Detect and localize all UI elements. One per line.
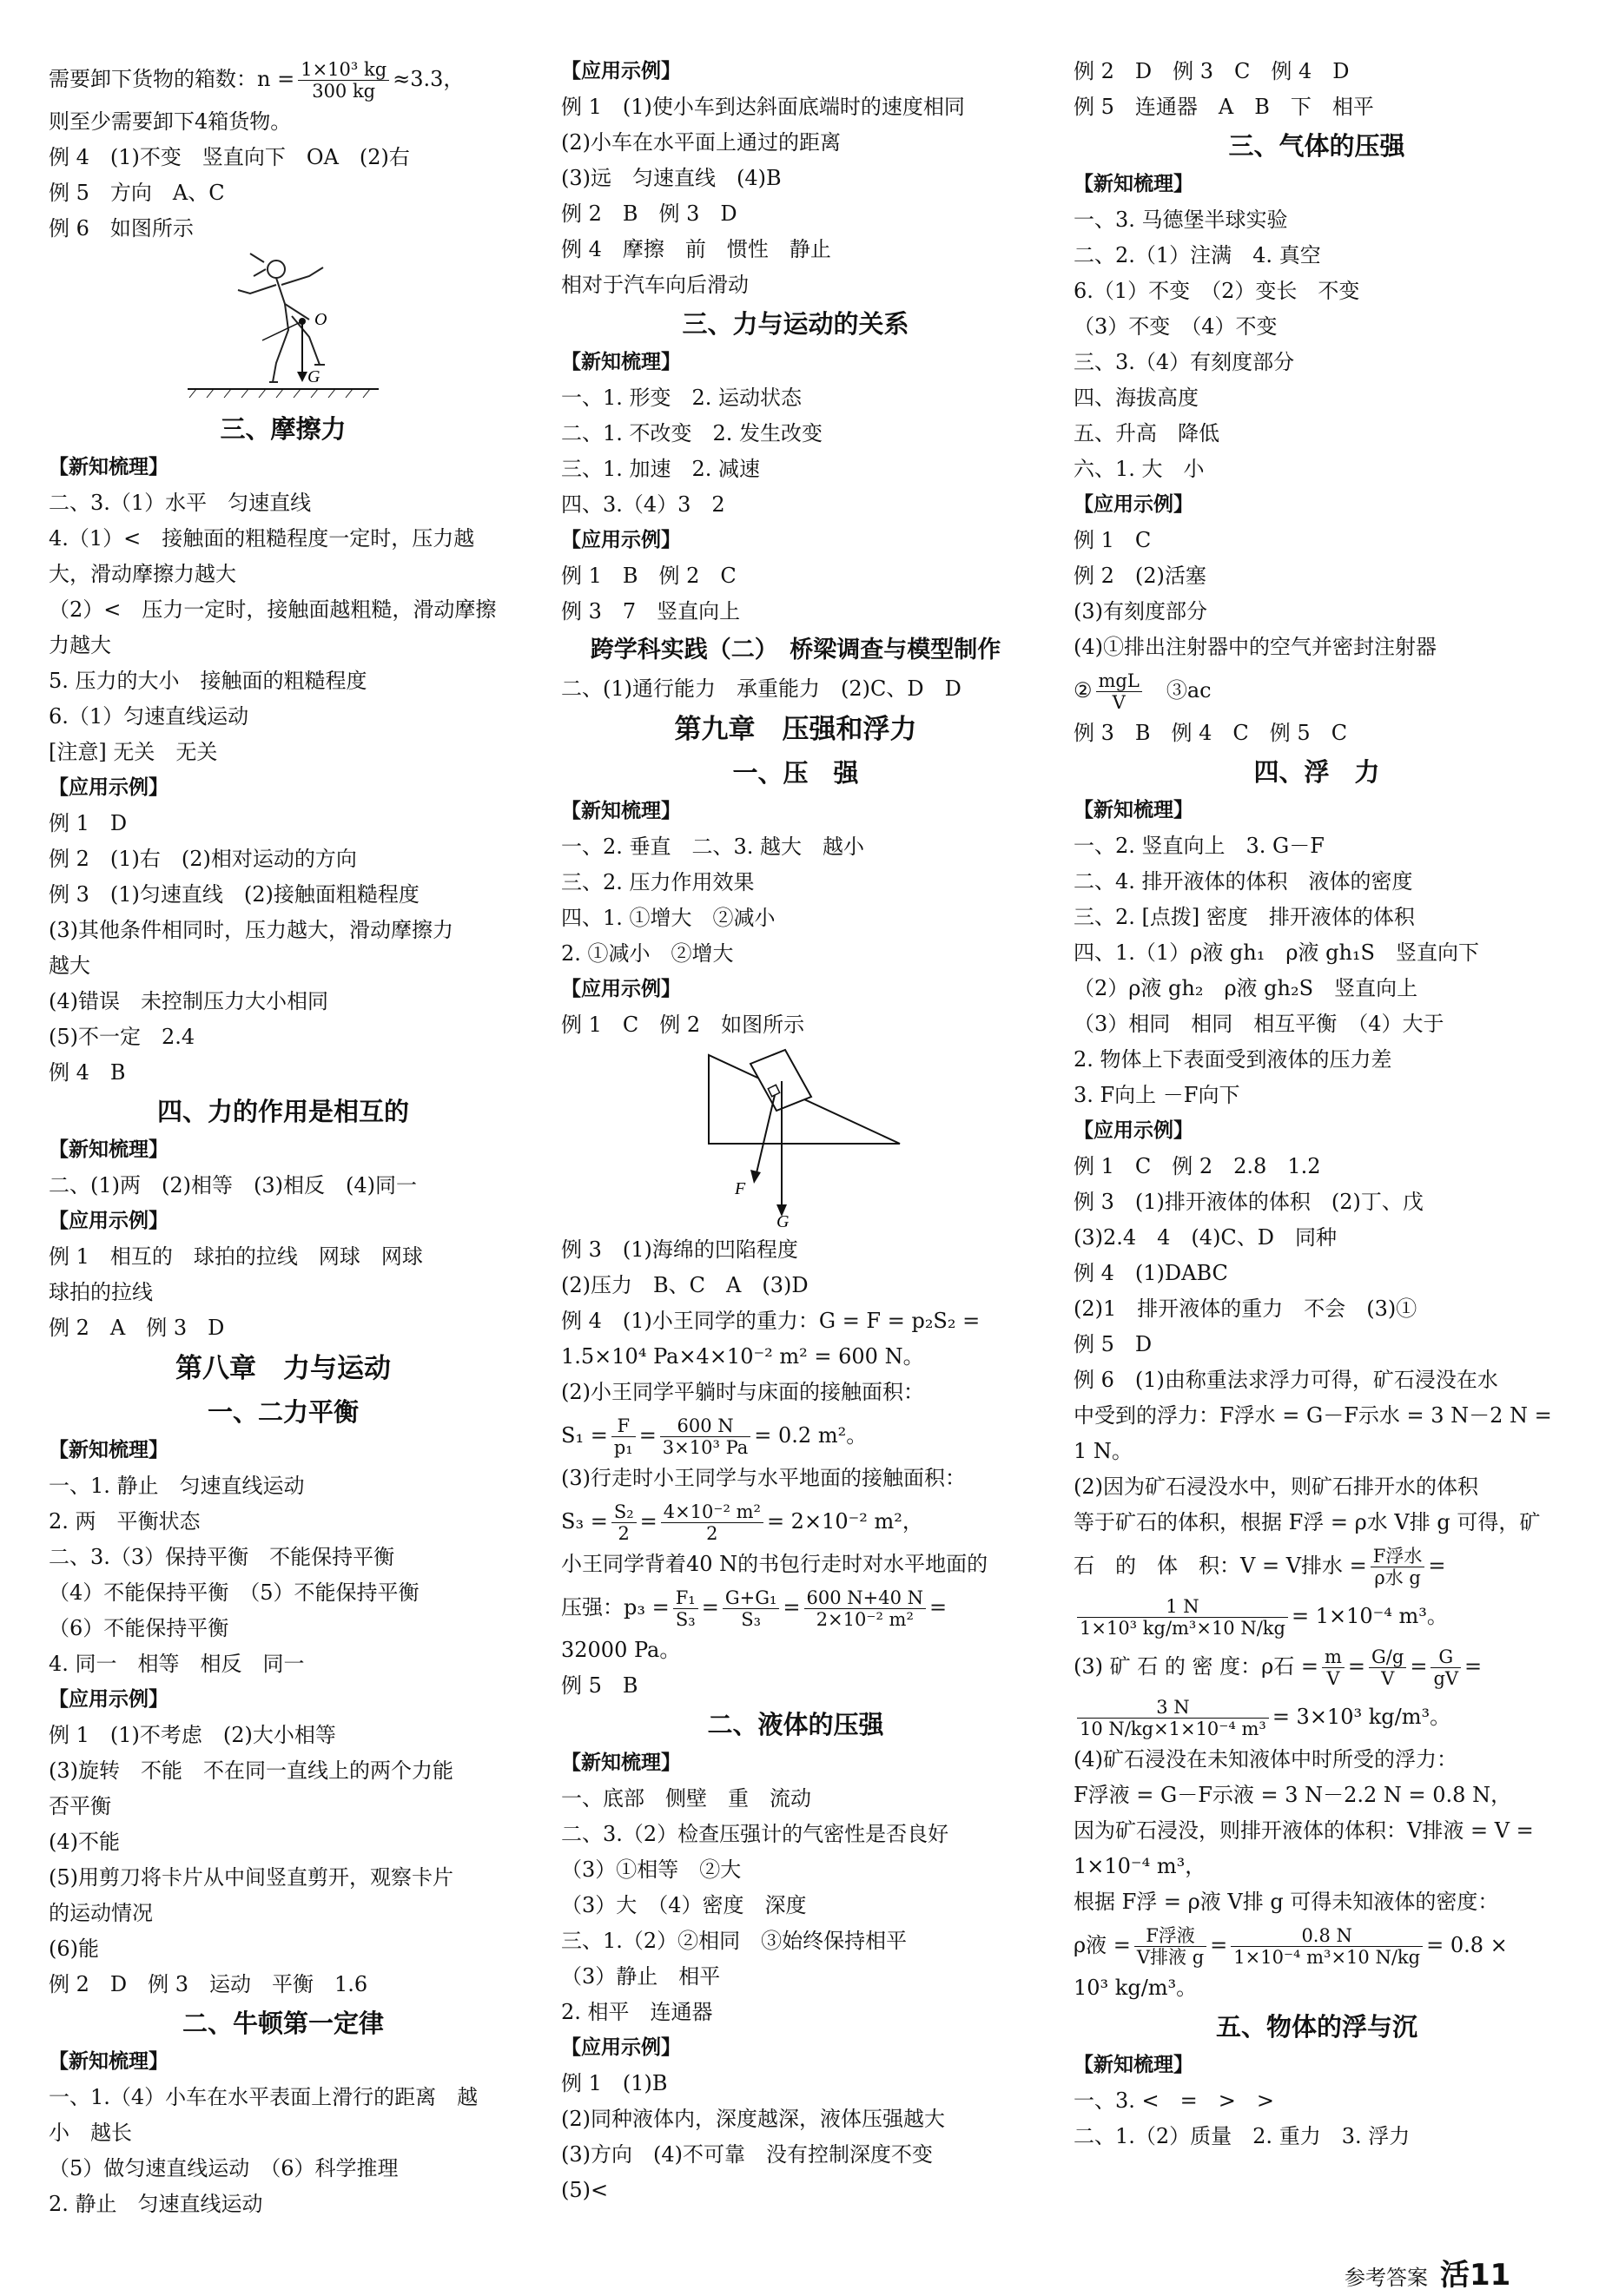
answer-line: （2）< 压力一定时，接触面越粗糙，滑动摩擦 (49, 597, 497, 622)
answer-line: 一、1.（4）小车在水平表面上滑行的距离 越 (49, 2085, 479, 2109)
answer-line: F浮液 = G－F示液 = 3 N－2.2 N = 0.8 N， (1074, 1783, 1512, 1807)
text: ≈3.3， (393, 67, 465, 91)
answer-line: 例 1 C 例 2 如图所示 (561, 1013, 805, 1037)
answer-line: (3)行走时小王同学与水平地面的接触面积： (561, 1466, 966, 1490)
answer-line: 1×10⁻⁴ m³， (1074, 1854, 1206, 1878)
answer-line: (2)同种液体内，深度越深，液体压强越大 (561, 2107, 945, 2131)
answer-line: 二、3.（2）检查压强计的气密性是否良好 (561, 1822, 949, 1846)
answer-line (49, 54, 518, 104)
fraction (1077, 1596, 1288, 1639)
answer-line: 一、1. 静止 匀速直线运动 (49, 1474, 305, 1498)
fraction (1231, 1925, 1423, 1968)
incline-diagram (561, 1046, 1030, 1227)
answer-line: （4）不能保持平衡 （5）不能保持平衡 (49, 1580, 420, 1605)
answer-line: (3)有刻度部分 (1074, 599, 1207, 623)
denominator: V排液 g (1136, 1947, 1205, 1968)
answer-line: 的运动情况 (49, 1901, 153, 1925)
answer-line: （6）不能保持平衡 (49, 1616, 229, 1640)
answer-line: 4.（1）< 接触面的粗糙程度一定时，压力越 (49, 526, 475, 551)
incline-figure (561, 1046, 1030, 1227)
answer-line: 2. ①减小 ②增大 (561, 941, 734, 966)
answer-line: (2)压力 B、C A (3)D (561, 1273, 809, 1297)
numerator: G (1431, 1646, 1461, 1668)
answer-line: 例 1 (1)B (561, 2071, 668, 2095)
section-title: 三、气体的压强 (1228, 131, 1405, 161)
numerator: 600 N+40 N (804, 1587, 927, 1609)
answer-line: 例 1 C 例 2 2.8 1.2 (1074, 1154, 1321, 1178)
denominator: V (1381, 1668, 1395, 1689)
text: = 3×10³ kg/m³。 (1272, 1705, 1451, 1729)
text: = 1×10⁻⁴ m³。 (1291, 1604, 1448, 1628)
answer-line: （3）相同 相同 相互平衡 （4）大于 (1074, 1012, 1444, 1036)
numerator: G+G₁ (723, 1587, 780, 1609)
answer-line: 二、(1)通行能力 承重能力 (2)C、D D (561, 676, 961, 701)
denominator: S₃ (675, 1609, 696, 1630)
block-heading: 【应用示例】 (1074, 1119, 1193, 1142)
answer-line: 否平衡 (49, 1794, 111, 1818)
answer-line: 例 1 C (1074, 528, 1152, 552)
text: = (1428, 1554, 1446, 1578)
text: (3) 矿 石 的 密 度：ρ石 = (1074, 1654, 1318, 1679)
answer-line: (5)用剪刀将卡片从中间竖直剪开，观察卡片 (49, 1865, 453, 1890)
answer-line: 例 3 (1)排开液体的体积 (2)丁、戊 (1074, 1190, 1424, 1214)
answer-line: 例 4 (1)小王同学的重力：G = F = p₂S₂ = (561, 1309, 981, 1333)
jumper-figure (49, 250, 518, 403)
answer-line: 1 N。 (1074, 1439, 1133, 1463)
fraction (611, 1415, 636, 1458)
answer-line: 二、1. 不改变 2. 发生改变 (561, 421, 823, 445)
answer-line: （5）做匀速直线运动 （6）科学推理 (49, 2156, 399, 2181)
fraction (1371, 1546, 1425, 1588)
answer-line: (5)不一定 2.4 (49, 1025, 195, 1049)
answer-line: 例 1 B 例 2 C (561, 564, 737, 588)
fraction (1431, 1646, 1461, 1689)
numerator: 0.8 N (1231, 1925, 1423, 1947)
answer-line: 四、1.（1）ρ液 gh₁ ρ液 gh₁S 竖直向下 (1074, 940, 1479, 965)
answer-line: 例 2 D 例 3 运动 平衡 1.6 (49, 1972, 368, 1996)
answer-line: 例 2 A 例 3 D (49, 1316, 225, 1340)
block-heading: 【新知梳理】 (49, 1138, 168, 1161)
answer-line: 一、2. 垂直 二、3. 越大 越小 (561, 835, 865, 859)
answer-line (1074, 1641, 1560, 1692)
column-middle (561, 54, 1030, 2208)
answer-line: 一、3. 马德堡半球实验 (1074, 208, 1288, 232)
answer-line (1074, 1591, 1560, 1641)
numerator: m (1322, 1646, 1345, 1668)
numerator: 1 N (1077, 1596, 1288, 1618)
answer-line: 相对于汽车向后滑动 (561, 273, 749, 297)
answer-line: 例 1 D (49, 811, 128, 835)
answer-line: 例 2 B 例 3 D (561, 201, 737, 226)
fraction (660, 1415, 750, 1458)
text: ρ液 = (1074, 1933, 1131, 1957)
answer-line: （2）ρ液 gh₂ ρ液 gh₂S 竖直向上 (1074, 976, 1418, 1000)
answer-line: 1.5×10⁴ Pa×4×10⁻² m² = 600 N。 (561, 1344, 924, 1369)
answer-line: 例 1 (1)不考虑 (2)大小相等 (49, 1723, 336, 1747)
answer-line: （3）①相等 ②大 (561, 1857, 742, 1882)
text: S₃ = (561, 1509, 608, 1534)
numerator: G/g (1369, 1646, 1406, 1668)
denominator: 3×10³ Pa (662, 1437, 749, 1458)
text: S₁ = (561, 1423, 608, 1448)
fraction (1134, 1925, 1206, 1968)
denominator: V (1112, 692, 1126, 713)
answer-line: 10³ kg/m³。 (1074, 1976, 1198, 2000)
gravity-label: G (307, 367, 320, 386)
text: = (929, 1595, 948, 1620)
answer-line: 6.（1）不变 （2）变长 不变 (1074, 279, 1360, 303)
numerator: 1×10³ kg (298, 59, 389, 81)
numerator: S₂ (611, 1501, 637, 1523)
block-heading: 【应用示例】 (49, 1210, 168, 1232)
text: = (1210, 1933, 1228, 1957)
denominator: p₁ (613, 1437, 633, 1458)
denominator: 1×10³ kg/m³×10 N/kg (1080, 1618, 1285, 1639)
answer-line: 2. 相平 连通器 (561, 2000, 713, 2024)
denominator: 2 (618, 1523, 630, 1544)
answer-line: (4)不能 (49, 1830, 120, 1854)
answer-line: (6)能 (49, 1936, 99, 1961)
answer-line: 例 3 (1)海绵的凹陷程度 (561, 1237, 798, 1262)
answer-line: 例 6 (1)由称重法求浮力可得，矿石浸没在水 (1074, 1368, 1498, 1392)
block-heading: 【应用示例】 (561, 60, 681, 82)
text: = (638, 1423, 657, 1448)
section-title: 一、压 强 (732, 758, 859, 788)
block-heading: 【应用示例】 (49, 1688, 168, 1711)
gravity-arrowhead (297, 372, 307, 382)
numerator: 3 N (1077, 1697, 1269, 1719)
section-title: 五、物体的浮与沉 (1215, 2012, 1417, 2042)
block-heading: 【新知梳理】 (1074, 173, 1193, 195)
answer-line: 三、1.（2）②相同 ③始终保持相平 (561, 1929, 908, 1953)
section-title: 三、力与运动的关系 (682, 309, 909, 339)
answer-line: 例 5 连通器 A B 下 相平 (1074, 95, 1374, 119)
answer-line: 例 1 (1)使小车到达斜面底端时的速度相同 (561, 95, 965, 119)
answer-line: 三、3.（4）有刻度部分 (1074, 350, 1295, 374)
answer-line: 二、3.（1）水平 匀速直线 (49, 491, 312, 515)
answer-line: (3)2.4 4 (4)C、D 同种 (1074, 1225, 1338, 1250)
text: = (1410, 1654, 1428, 1679)
answer-line: (4)①排出注射器中的空气并密封注射器 (1074, 635, 1437, 659)
answer-line: 一、1. 形变 2. 运动状态 (561, 386, 803, 410)
text: = (1464, 1654, 1483, 1679)
answer-line: 例 3 (1)匀速直线 (2)接触面粗糙程度 (49, 882, 420, 907)
answer-line: (2)小车在水平面上通过的距离 (561, 130, 841, 155)
answer-line: 因为矿石浸没，则排开液体的体积：V排液 = V = (1074, 1818, 1534, 1843)
answer-line: (5)< (561, 2178, 609, 2202)
block-heading: 【应用示例】 (49, 776, 168, 799)
block-heading: 【新知梳理】 (49, 2050, 168, 2073)
text: 需要卸下货物的箱数：n = (49, 67, 295, 91)
answer-line: 例 5 方向 A、C (49, 181, 225, 205)
numerator: F浮液 (1134, 1925, 1206, 1947)
denominator: 10 N/kg×1×10⁻⁴ m³ (1080, 1719, 1266, 1739)
block-heading: 【应用示例】 (561, 529, 681, 551)
answer-line: 例 2 (1)右 (2)相对运动的方向 (49, 847, 357, 871)
answer-line: (3)方向 (4)不可靠 没有控制深度不变 (561, 2142, 933, 2167)
answer-line: 一、底部 侧壁 重 流动 (561, 1786, 811, 1811)
answer-line: (2)1 排开液体的重力 不会 (3)① (1074, 1296, 1417, 1321)
section-title: 四、力的作用是相互的 (156, 1097, 409, 1126)
text: ② (1074, 678, 1093, 703)
answer-line: 小王同学背着40 N的书包行走时对水平地面的 (561, 1552, 988, 1576)
answer-line: 例 5 B (561, 1673, 638, 1698)
answer-line: 二、(1)两 (2)相等 (3)相反 (4)同一 (49, 1173, 417, 1197)
answer-line (561, 1582, 1030, 1633)
answer-line: (3)远 匀速直线 (4)B (561, 166, 782, 190)
answer-line: 3. F向上 －F向下 (1074, 1083, 1240, 1107)
section-title: 二、液体的压强 (707, 1710, 884, 1739)
footer-label: 参考答案 (1345, 2266, 1428, 2290)
text: = 0.8 × (1426, 1933, 1508, 1957)
block-heading: 【应用示例】 (561, 978, 681, 1000)
fraction (804, 1587, 927, 1630)
denominator: V (1326, 1668, 1340, 1689)
text: = (701, 1595, 719, 1620)
answer-line: 三、1. 加速 2. 减速 (561, 457, 761, 481)
denominator: 1×10⁻⁴ m³×10 N/kg (1233, 1947, 1421, 1968)
page-number: 活11 (1440, 2258, 1511, 2293)
answer-line: （3）静止 相平 (561, 1964, 721, 1989)
answer-line: 例 4 (1)DABC (1074, 1261, 1228, 1285)
answer-line: 四、3.（4）3 2 (561, 492, 725, 517)
answer-line: 例 2 (2)活塞 (1074, 564, 1206, 588)
answer-line: 大，滑动摩擦力越大 (49, 562, 236, 586)
answer-line: 4. 同一 相等 相反 同一 (49, 1652, 305, 1676)
answer-line: （3）大 （4）密度 深度 (561, 1893, 807, 1917)
section-title: 三、摩擦力 (220, 414, 347, 444)
text: = 0.2 m²。 (754, 1423, 868, 1448)
chapter-title: 第九章 压强和浮力 (674, 714, 917, 745)
fraction (1077, 1697, 1269, 1739)
answer-line: 三、2. 压力作用效果 (561, 870, 755, 894)
answer-line: 一、2. 竖直向上 3. G－F (1074, 834, 1325, 858)
chapter-title: 第八章 力与运动 (175, 1353, 391, 1384)
denominator: ρ水 g (1374, 1567, 1421, 1588)
answer-line: 六、1. 大 小 (1074, 457, 1205, 481)
text: = (783, 1595, 801, 1620)
answer-line: 二、2.（1）注满 4. 真空 (1074, 243, 1321, 267)
force-F-label: F (735, 1179, 746, 1198)
answer-line: (2)小王同学平躺时与床面的接触面积： (561, 1380, 924, 1404)
answer-line: 越大 (49, 953, 90, 978)
answer-line: 四、1. ①增大 ②减小 (561, 906, 776, 930)
block-heading: 【应用示例】 (1074, 493, 1193, 516)
answer-line: 例 3 7 竖直向上 (561, 599, 741, 623)
numerator: 4×10⁻² m² (661, 1501, 763, 1523)
denominator: 2 (706, 1523, 718, 1544)
answer-line: 例 3 B 例 4 C 例 5 C (1074, 721, 1348, 745)
block-heading: 【新知梳理】 (49, 1439, 168, 1461)
answer-line: 例 4 B (49, 1060, 126, 1085)
fraction (661, 1501, 763, 1544)
answer-line: 2. 物体上下表面受到液体的压力差 (1074, 1047, 1392, 1072)
answer-line (561, 1496, 1030, 1547)
text: = 2×10⁻² m²， (766, 1509, 923, 1534)
fraction (1369, 1646, 1406, 1689)
fraction (1096, 670, 1142, 713)
answer-line: 一、3. < = > > (1074, 2088, 1274, 2113)
answer-line: 五、升高 降低 (1074, 421, 1219, 445)
answer-line: (4)矿石浸没在未知液体中时所受的浮力： (1074, 1747, 1457, 1771)
answer-line: (4)错误 未控制压力大小相同 (49, 989, 328, 1013)
answer-line: 例 4 (1)不变 竖直向下 OA (2)右 (49, 145, 410, 169)
pressure-arrowhead (750, 1170, 761, 1184)
block-heading: 【新知梳理】 (1074, 799, 1193, 821)
pressure-force-arrow (756, 1095, 775, 1177)
numerator: mgL (1096, 670, 1142, 692)
numerator: 600 N (660, 1415, 750, 1437)
numerator: F₁ (673, 1587, 698, 1609)
answer-line: 例 1 相互的 球拍的拉线 网球 网球 (49, 1244, 423, 1269)
answer-line: 球拍的拉线 (49, 1280, 153, 1304)
block-heading: 【新知梳理】 (1074, 2054, 1193, 2076)
text: = (639, 1509, 657, 1534)
answer-line: 小 越长 (49, 2121, 132, 2145)
denominator: S₃ (741, 1609, 762, 1630)
column-left (49, 54, 518, 2222)
fraction (1322, 1646, 1345, 1689)
answer-line: (2)因为矿石浸没水中，则矿石排开水的体积 (1074, 1475, 1478, 1499)
point-O-label: O (314, 310, 327, 329)
text: ③ac (1145, 678, 1212, 703)
answer-line: 例 5 D (1074, 1332, 1153, 1356)
denominator: gV (1433, 1668, 1459, 1689)
denominator: 300 kg (312, 81, 376, 102)
answer-line: 二、3.（3）保持平衡 不能保持平衡 (49, 1545, 395, 1569)
answer-line (1074, 1692, 1560, 1742)
answer-line: 则至少需要卸下4箱货物。 (49, 109, 292, 134)
answer-line: [注意] 无关 无关 (49, 740, 218, 764)
answer-line: 力越大 (49, 633, 111, 657)
numerator: F浮水 (1371, 1546, 1425, 1567)
fraction (723, 1587, 780, 1630)
answer-line (561, 1410, 1030, 1461)
block-heading: 【新知梳理】 (561, 1752, 681, 1774)
text: 石 的 体 积：V = V排水 = (1074, 1554, 1367, 1578)
answer-line: 例 6 如图所示 (49, 216, 194, 241)
section-title: 一、二力平衡 (207, 1397, 359, 1427)
answer-line: 四、海拔高度 (1074, 386, 1199, 410)
answer-line: (3)旋转 不能 不在同一直线上的两个力能 (49, 1758, 453, 1783)
answer-line: 2. 静止 匀速直线运动 (49, 2192, 263, 2216)
answer-line: 2. 两 平衡状态 (49, 1509, 201, 1534)
answer-line: 中受到的浮力：F浮水 = G－F示水 = 3 N－2 N = (1074, 1403, 1552, 1428)
answer-line: 三、2. [点拨] 密度 排开液体的体积 (1074, 905, 1415, 929)
denominator: 2×10⁻² m² (816, 1609, 914, 1630)
section-title: 跨学科实践（二） 桥梁调查与模型制作 (590, 637, 1001, 663)
answer-line: 例 2 D 例 3 C 例 4 D (1074, 59, 1350, 83)
answer-line: 二、4. 排开液体的体积 液体的密度 (1074, 869, 1413, 894)
column-right (1074, 54, 1560, 2154)
gravity-label: G (776, 1212, 790, 1227)
answer-line (1074, 665, 1560, 716)
section-title: 四、浮 力 (1253, 757, 1380, 787)
long-jump-diagram (49, 250, 518, 403)
answer-line: 等于矿石的体积，根据 F浮 = ρ水 V排 g 可得，矿 (1074, 1510, 1541, 1534)
force-line (262, 321, 302, 340)
answer-line: （3）不变 （4）不变 (1074, 314, 1278, 339)
answer-line: (3)其他条件相同时，压力越大，滑动摩擦力 (49, 918, 453, 942)
text: 压强：p₃ = (561, 1595, 670, 1620)
answer-line: 5. 压力的大小 接触面的粗糙程度 (49, 669, 367, 693)
text: = (1347, 1654, 1366, 1679)
block-heading: 【新知梳理】 (49, 456, 168, 478)
page-footer (1345, 2251, 1510, 2293)
answer-line: 6.（1）匀速直线运动 (49, 704, 249, 729)
answer-line (1074, 1541, 1560, 1591)
fraction (673, 1587, 698, 1630)
answer-line (1074, 1920, 1560, 1970)
block-heading: 【新知梳理】 (561, 351, 681, 373)
answer-line: 根据 F浮 = ρ液 V排 g 可得未知液体的密度： (1074, 1890, 1499, 1914)
block-heading: 【新知梳理】 (561, 800, 681, 822)
fraction (611, 1501, 637, 1544)
section-title: 二、牛顿第一定律 (182, 2009, 384, 2038)
answer-line: 二、1.（2）质量 2. 重力 3. 浮力 (1074, 2124, 1411, 2148)
answer-line: 例 4 摩擦 前 惯性 静止 (561, 237, 831, 261)
ground-hatching (189, 389, 370, 398)
numerator: F (611, 1415, 636, 1437)
block-heading: 【应用示例】 (561, 2036, 681, 2059)
fraction (298, 59, 389, 102)
answer-line: 32000 Pa。 (561, 1638, 681, 1662)
jumper-drawing (238, 254, 325, 382)
